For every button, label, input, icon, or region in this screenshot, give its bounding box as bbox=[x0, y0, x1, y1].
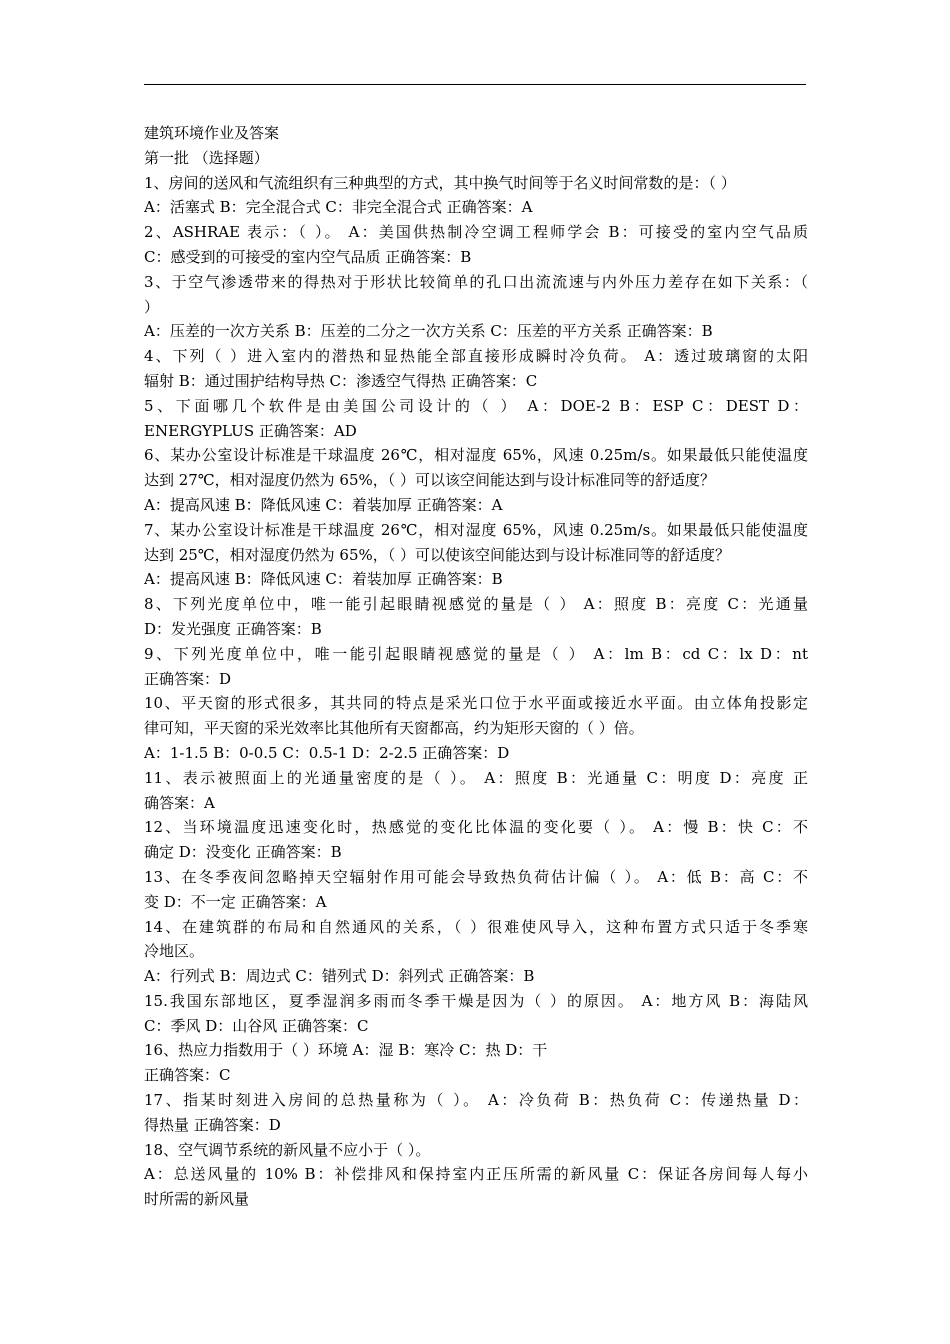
document-line: 7、某办公室设计标准是干球温度 26℃，相对湿度 65%，风速 0.25m/s。如果最低只能使温度 bbox=[144, 520, 808, 539]
document-line: 11、表示被照面上的光通量密度的是（ ）。 A：照度 B：光通量 C：明度 D：亮度 正 bbox=[144, 768, 808, 787]
document-line: 15.我国东部地区，夏季湿润多雨而冬季干燥是因为（ ）的原因。 A：地方风 B：海陆风 bbox=[144, 991, 808, 1010]
document-line: 辐射 B：通过围护结构导热 C：渗透空气得热 正确答案：C bbox=[144, 371, 538, 390]
document-line: 4、下列（ ）进入室内的潜热和显热能全部直接形成瞬时冷负荷。 A：透过玻璃窗的太阳 bbox=[144, 347, 808, 366]
document-line: A：活塞式 B：完全混合式 C：非完全混合式 正确答案：A bbox=[144, 198, 533, 217]
document-line: 3、于空气渗透带来的得热对于形状比较简单的孔口出流流速与内外压力差存在如下关系：（ bbox=[144, 272, 808, 291]
document-line: 6、某办公室设计标准是干球温度 26℃，相对湿度 65%，风速 0.25m/s。如果最低只能使温度 bbox=[144, 446, 808, 465]
document-line: 8、下列光度单位中，唯一能引起眼睛视感觉的量是（ ） A：照度 B：亮度 C：光通量 bbox=[144, 595, 808, 614]
document-line: 第一批 （选择题） bbox=[144, 148, 269, 167]
document-line: 正确答案：D bbox=[144, 669, 232, 688]
document-line: 确定 D：没变化 正确答案：B bbox=[144, 843, 342, 862]
document-line: C：季风 D：山谷风 正确答案：C bbox=[144, 1016, 369, 1035]
document-line: 5、下面哪几个软件是由美国公司设计的（ ） A：DOE-2 B：ESP C：DEST D： bbox=[144, 396, 808, 415]
document-line: 时所需的新风量 bbox=[144, 1190, 250, 1209]
document-line: ） bbox=[144, 297, 160, 316]
document-line: 18、空气调节系统的新风量不应小于（ ）。 bbox=[144, 1140, 431, 1159]
document-line: A：行列式 B：周边式 C：错列式 D：斜列式 正确答案：B bbox=[144, 967, 535, 986]
document-line: 10、平天窗的形式很多，其共同的特点是采光口位于水平面或接近水平面。由立体角投影定 bbox=[144, 694, 808, 713]
document-line: 律可知，平天窗的采光效率比其他所有天窗都高，约为矩形天窗的（ ）倍。 bbox=[144, 719, 644, 738]
document-line: 变 D：不一定 正确答案：A bbox=[144, 892, 327, 911]
document-line: D：发光强度 正确答案：B bbox=[144, 619, 322, 638]
header-rule bbox=[144, 84, 806, 85]
document-line: 13、在冬季夜间忽略掉天空辐射作用可能会导致热负荷估计偏（ ）。 A：低 B：高 C：不 bbox=[144, 867, 808, 886]
document-line: 9、下列光度单位中，唯一能引起眼睛视感觉的量是（ ） A：lm B：cd C：lx D：nt bbox=[144, 644, 808, 663]
document-line: A：压差的一次方关系 B：压差的二分之一次方关系 C：压差的平方关系 正确答案：B bbox=[144, 322, 713, 341]
document-line: 得热量 正确答案：D bbox=[144, 1115, 281, 1134]
document-line: 1、房间的送风和气流组织有三种典型的方式，其中换气时间等于名义时间常数的是：（ ） bbox=[144, 173, 736, 192]
document-line: 建筑环境作业及答案 bbox=[144, 124, 280, 142]
document-line: A：总送风量的 10% B：补偿排风和保持室内正压所需的新风量 C：保证各房间每人每小 bbox=[144, 1165, 808, 1184]
document-line: 16、热应力指数用于（ ）环境 A：湿 B：寒冷 C：热 D：干 bbox=[144, 1041, 548, 1060]
document-line: 正确答案：C bbox=[144, 1066, 231, 1085]
document-line: 14、在建筑群的布局和自然通风的关系，（ ）很难使风导入，这种布置方式只适于冬季寒 bbox=[144, 917, 808, 936]
document-line: 2、ASHRAE 表示：（ ）。 A：美国供热制冷空调工程师学会 B：可接受的室内空气品质 bbox=[144, 223, 808, 242]
document-line: 12、当环境温度迅速变化时，热感觉的变化比体温的变化要（ ）。 A：慢 B：快 C：不 bbox=[144, 818, 808, 837]
document-line: 17、指某时刻进入房间的总热量称为（ ）。 A：冷负荷 B：热负荷 C：传递热量 D： bbox=[144, 1091, 808, 1110]
document-line: ENERGYPLUS 正确答案：AD bbox=[144, 421, 357, 440]
document-line: 达到 27℃，相对湿度仍然为 65%，（ ）可以该空间能达到与设计标准同等的舒适度？ bbox=[144, 471, 716, 490]
document-line: 确答案：A bbox=[144, 793, 215, 812]
document-line: A：提高风速 B：降低风速 C：着装加厚 正确答案：A bbox=[144, 495, 503, 514]
document-line: 冷地区。 bbox=[144, 942, 205, 961]
document-line: A：提高风速 B：降低风速 C：着装加厚 正确答案：B bbox=[144, 570, 503, 589]
document-line: 达到 25℃，相对湿度仍然为 65%，（ ）可以使该空间能达到与设计标准同等的舒适度？ bbox=[144, 545, 731, 564]
document-line: A：1-1.5 B：0-0.5 C：0.5-1 D：2-2.5 正确答案：D bbox=[144, 743, 510, 762]
document-body bbox=[144, 121, 808, 1212]
document-line: C：感受到的可接受的室内空气品质 正确答案：B bbox=[144, 247, 472, 266]
